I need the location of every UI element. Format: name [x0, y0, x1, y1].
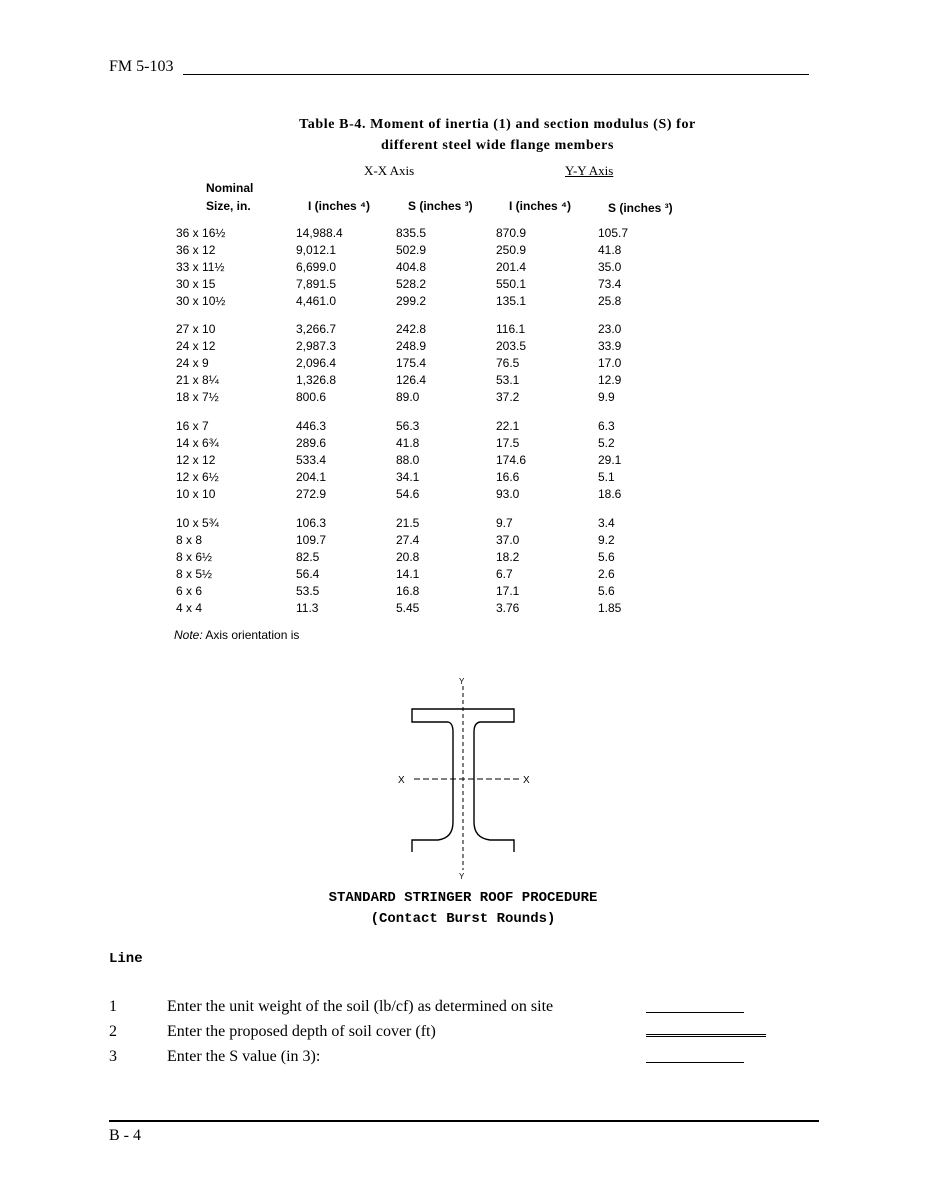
- column-header-nominal: Nominal: [206, 181, 254, 195]
- cell-i-xx: 446.3: [296, 419, 327, 433]
- cell-s-xx: 299.2: [396, 294, 427, 308]
- cell-s-yy: 5.6: [598, 550, 615, 564]
- cell-size: 30 x 15: [176, 277, 216, 291]
- cell-s-xx: 88.0: [396, 453, 420, 467]
- cell-size: 4 x 4: [176, 601, 203, 615]
- table-row: [0, 322, 926, 339]
- cell-i-yy: 6.7: [496, 567, 513, 581]
- cell-size: 21 x 8¼: [176, 373, 219, 387]
- cell-i-xx: 272.9: [296, 487, 327, 501]
- step-answer-blank[interactable]: [646, 1012, 744, 1013]
- cell-i-yy: 9.7: [496, 516, 513, 530]
- table-row: [0, 533, 926, 550]
- cell-size: 33 x 11½: [176, 260, 225, 274]
- column-header-i-yy: I (inches ⁴): [509, 199, 571, 213]
- step-number: 3: [109, 1048, 117, 1065]
- axis-xx-heading: X-X Axis: [364, 163, 415, 178]
- header-rule: [183, 74, 809, 75]
- table-row: [0, 243, 926, 260]
- cell-i-xx: 800.6: [296, 390, 327, 404]
- note-label: Note:: [174, 628, 203, 642]
- cell-i-yy: 135.1: [496, 294, 527, 308]
- page-number: B - 4: [109, 1127, 141, 1144]
- cell-i-yy: 203.5: [496, 339, 527, 353]
- cell-size: 10 x 10: [176, 487, 216, 501]
- cell-size: 8 x 5½: [176, 567, 213, 581]
- cell-i-xx: 289.6: [296, 436, 327, 450]
- table-row: [0, 226, 926, 243]
- cell-i-xx: 56.4: [296, 567, 320, 581]
- x-axis-label-right: X: [523, 775, 530, 786]
- cell-s-xx: 34.1: [396, 470, 420, 484]
- y-axis-label-bottom: Y: [459, 872, 465, 881]
- table-row: [0, 453, 926, 470]
- table-row: [0, 294, 926, 311]
- cell-size: 14 x 6¾: [176, 436, 219, 450]
- cell-s-yy: 5.6: [598, 584, 615, 598]
- cell-s-yy: 3.4: [598, 516, 615, 530]
- cell-s-yy: 73.4: [598, 277, 622, 291]
- table-row: [0, 373, 926, 390]
- cell-i-yy: 93.0: [496, 487, 520, 501]
- procedure-step: [0, 1048, 926, 1070]
- cell-s-xx: 27.4: [396, 533, 420, 547]
- table-row: [0, 356, 926, 373]
- table-note: [174, 628, 299, 642]
- cell-size: 6 x 6: [176, 584, 203, 598]
- cell-i-yy: 550.1: [496, 277, 527, 291]
- cell-size: 12 x 6½: [176, 470, 219, 484]
- cell-i-yy: 53.1: [496, 373, 520, 387]
- cell-size: 12 x 12: [176, 453, 216, 467]
- footer-rule: [109, 1120, 819, 1122]
- cell-s-yy: 5.2: [598, 436, 615, 450]
- cell-s-yy: 5.1: [598, 470, 615, 484]
- cell-i-xx: 2,987.3: [296, 339, 337, 353]
- cell-s-yy: 6.3: [598, 419, 615, 433]
- procedure-title-line-1: STANDARD STRINGER ROOF PROCEDURE: [328, 890, 598, 906]
- cell-size: 16 x 7: [176, 419, 209, 433]
- cell-s-yy: 18.6: [598, 487, 622, 501]
- cell-s-xx: 21.5: [396, 516, 420, 530]
- table-row: [0, 584, 926, 601]
- cell-s-xx: 89.0: [396, 390, 420, 404]
- cell-i-xx: 11.3: [296, 601, 319, 615]
- cell-i-yy: 201.4: [496, 260, 527, 274]
- axis-yy-heading: Y-Y Axis: [565, 163, 614, 178]
- cell-s-xx: 835.5: [396, 226, 427, 240]
- cell-i-yy: 37.2: [496, 390, 520, 404]
- cell-size: 27 x 10: [176, 322, 216, 336]
- table-row: [0, 470, 926, 487]
- procedure-title: [200, 888, 726, 930]
- cell-s-yy: 9.9: [598, 390, 615, 404]
- cell-i-xx: 2,096.4: [296, 356, 337, 370]
- table-title-line-2: different steel wide flange members: [380, 138, 615, 153]
- i-beam-outline-left: [412, 709, 463, 852]
- column-header-s-yy: S (inches ³): [608, 201, 673, 215]
- cell-size: 8 x 6½: [176, 550, 213, 564]
- step-number: 1: [109, 998, 117, 1015]
- cell-i-xx: 533.4: [296, 453, 327, 467]
- cell-i-xx: 6,699.0: [296, 260, 337, 274]
- column-header-i-xx: I (inches ⁴): [308, 199, 370, 213]
- cell-i-xx: 4,461.0: [296, 294, 337, 308]
- step-text: Enter the S value (in 3):: [167, 1048, 321, 1065]
- cell-s-xx: 20.8: [396, 550, 420, 564]
- procedure-step: [0, 998, 926, 1020]
- table-row: [0, 390, 926, 407]
- cell-i-xx: 7,891.5: [296, 277, 337, 291]
- cell-i-yy: 870.9: [496, 226, 527, 240]
- cell-s-xx: 41.8: [396, 436, 420, 450]
- cell-s-yy: 9.2: [598, 533, 615, 547]
- i-beam-outline-right: [463, 709, 514, 852]
- table-row: [0, 339, 926, 356]
- line-column-heading: Line: [109, 951, 143, 967]
- procedure-title-line-2: (Contact Burst Rounds): [370, 911, 556, 927]
- cell-s-yy: 12.9: [598, 373, 622, 387]
- cell-i-xx: 109.7: [296, 533, 327, 547]
- cell-i-xx: 204.1: [296, 470, 327, 484]
- cell-i-xx: 3,266.7: [296, 322, 337, 336]
- cell-i-yy: 16.6: [496, 470, 520, 484]
- cell-size: 8 x 8: [176, 533, 203, 547]
- table-title-line-1: Table B-4. Moment of inertia (1) and section modulus (S) for: [299, 117, 696, 132]
- cell-s-yy: 33.9: [598, 339, 622, 353]
- step-answer-blank[interactable]: [646, 1062, 744, 1063]
- step-number: 2: [109, 1023, 117, 1040]
- page-header: [109, 58, 809, 78]
- cell-size: 18 x 7½: [176, 390, 219, 404]
- cell-size: 24 x 12: [176, 339, 216, 353]
- table-row: [0, 567, 926, 584]
- cell-s-xx: 528.2: [396, 277, 427, 291]
- table-row: [0, 550, 926, 567]
- cell-i-yy: 3.76: [496, 601, 520, 615]
- x-axis-label-left: X: [398, 775, 405, 786]
- note-text: Axis orientation is: [202, 628, 300, 642]
- column-header-size: Size, in.: [206, 199, 251, 213]
- column-header-s-xx: S (inches ³): [408, 199, 473, 213]
- i-beam-axis-diagram: [380, 672, 550, 882]
- cell-s-yy: 25.8: [598, 294, 622, 308]
- cell-i-xx: 82.5: [296, 550, 320, 564]
- step-text: Enter the unit weight of the soil (lb/cf) as determined on site: [167, 998, 554, 1015]
- cell-size: 30 x 10½: [176, 294, 226, 308]
- cell-i-yy: 18.2: [496, 550, 520, 564]
- cell-i-yy: 250.9: [496, 243, 527, 257]
- cell-s-yy: 105.7: [598, 226, 629, 240]
- cell-i-xx: 9,012.1: [296, 243, 337, 257]
- table-row: [0, 419, 926, 436]
- cell-i-yy: 116.1: [496, 322, 526, 336]
- cell-i-yy: 174.6: [496, 453, 527, 467]
- cell-s-xx: 126.4: [396, 373, 427, 387]
- cell-i-yy: 17.1: [496, 584, 520, 598]
- cell-i-xx: 1,326.8: [296, 373, 337, 387]
- cell-i-yy: 22.1: [496, 419, 520, 433]
- table-row: [0, 436, 926, 453]
- cell-s-yy: 1.85: [598, 601, 622, 615]
- y-axis-label-top: Y: [459, 677, 465, 686]
- cell-s-xx: 56.3: [396, 419, 420, 433]
- cell-s-yy: 17.0: [598, 356, 622, 370]
- cell-i-yy: 17.5: [496, 436, 520, 450]
- cell-s-yy: 41.8: [598, 243, 622, 257]
- cell-i-yy: 37.0: [496, 533, 520, 547]
- table-row: [0, 516, 926, 533]
- cell-s-yy: 23.0: [598, 322, 622, 336]
- cell-s-xx: 175.4: [396, 356, 427, 370]
- cell-s-xx: 502.9: [396, 243, 427, 257]
- cell-i-xx: 14,988.4: [296, 226, 343, 240]
- cell-s-yy: 2.6: [598, 567, 615, 581]
- cell-s-xx: 14.1: [396, 567, 420, 581]
- cell-s-xx: 248.9: [396, 339, 427, 353]
- procedure-step: [0, 1023, 926, 1045]
- cell-s-xx: 242.8: [396, 322, 427, 336]
- cell-i-yy: 76.5: [496, 356, 520, 370]
- cell-s-xx: 404.8: [396, 260, 427, 274]
- cell-s-xx: 16.8: [396, 584, 420, 598]
- cell-size: 10 x 5¾: [176, 516, 219, 530]
- cell-s-xx: 5.45: [396, 601, 420, 615]
- table-row: [0, 487, 926, 504]
- cell-s-yy: 29.1: [598, 453, 622, 467]
- step-answer-blank[interactable]: [646, 1034, 766, 1037]
- cell-i-xx: 106.3: [296, 516, 327, 530]
- table-row: [0, 601, 926, 618]
- step-text: Enter the proposed depth of soil cover (ft): [167, 1023, 436, 1040]
- table-row: [0, 277, 926, 294]
- cell-size: 24 x 9: [176, 356, 209, 370]
- table-title: [200, 114, 795, 156]
- table-row: [0, 260, 926, 277]
- cell-size: 36 x 16½: [176, 226, 226, 240]
- cell-s-xx: 54.6: [396, 487, 420, 501]
- cell-i-xx: 53.5: [296, 584, 320, 598]
- document-id: FM 5-103: [109, 58, 174, 75]
- cell-size: 36 x 12: [176, 243, 216, 257]
- cell-s-yy: 35.0: [598, 260, 622, 274]
